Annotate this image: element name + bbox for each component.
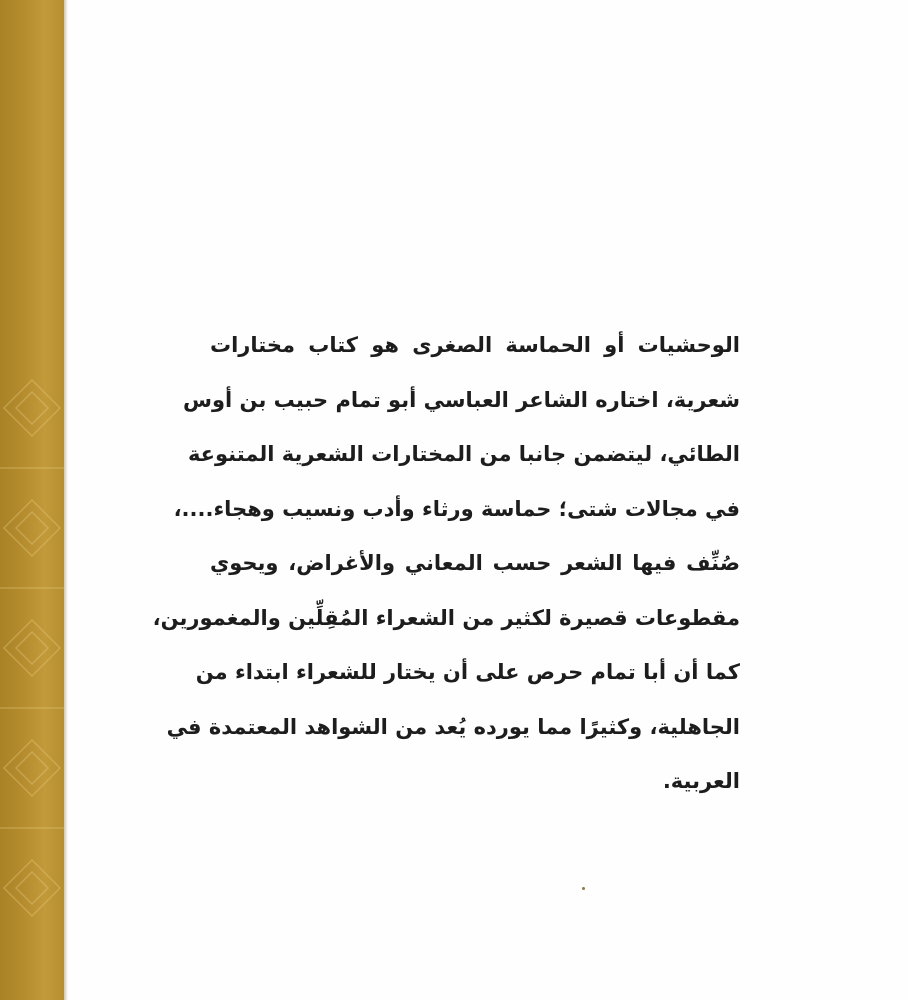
paragraph-line: الوحشيات أو الحماسة الصغرى هو كتاب مختارات (210, 333, 740, 357)
print-speck (582, 887, 585, 890)
paragraph-line: الجاهلية، وكثيرًا مما يورده يُعد من الشواهد المعتمدة في (166, 714, 740, 739)
book-spine (0, 0, 64, 1000)
paragraph-line: كما أن أبا تمام حرص على أن يختار للشعراء ابتداء من (195, 660, 740, 684)
paragraph-line: شعرية، اختاره الشاعر العباسي أبو تمام حبيب بن أوس (183, 387, 740, 412)
paragraph-line: في مجالات شتى؛ حماسة ورثاء وأدب ونسيب وهجاء....، (173, 496, 740, 521)
paragraph-line: صُنِّف فيها الشعر حسب المعاني والأغراض، ويحوي (210, 551, 740, 575)
paragraph-line: الطائي، ليتضمن جانبا من المختارات الشعرية المتنوعة (187, 442, 740, 466)
description-paragraph (152, 318, 740, 809)
paragraph-line: العربية. (662, 769, 740, 793)
paragraph-line: مقطوعات قصيرة لكثير من الشعراء المُقِلِّين والمغمورين، (152, 605, 740, 630)
spine-ornament (0, 0, 64, 1000)
